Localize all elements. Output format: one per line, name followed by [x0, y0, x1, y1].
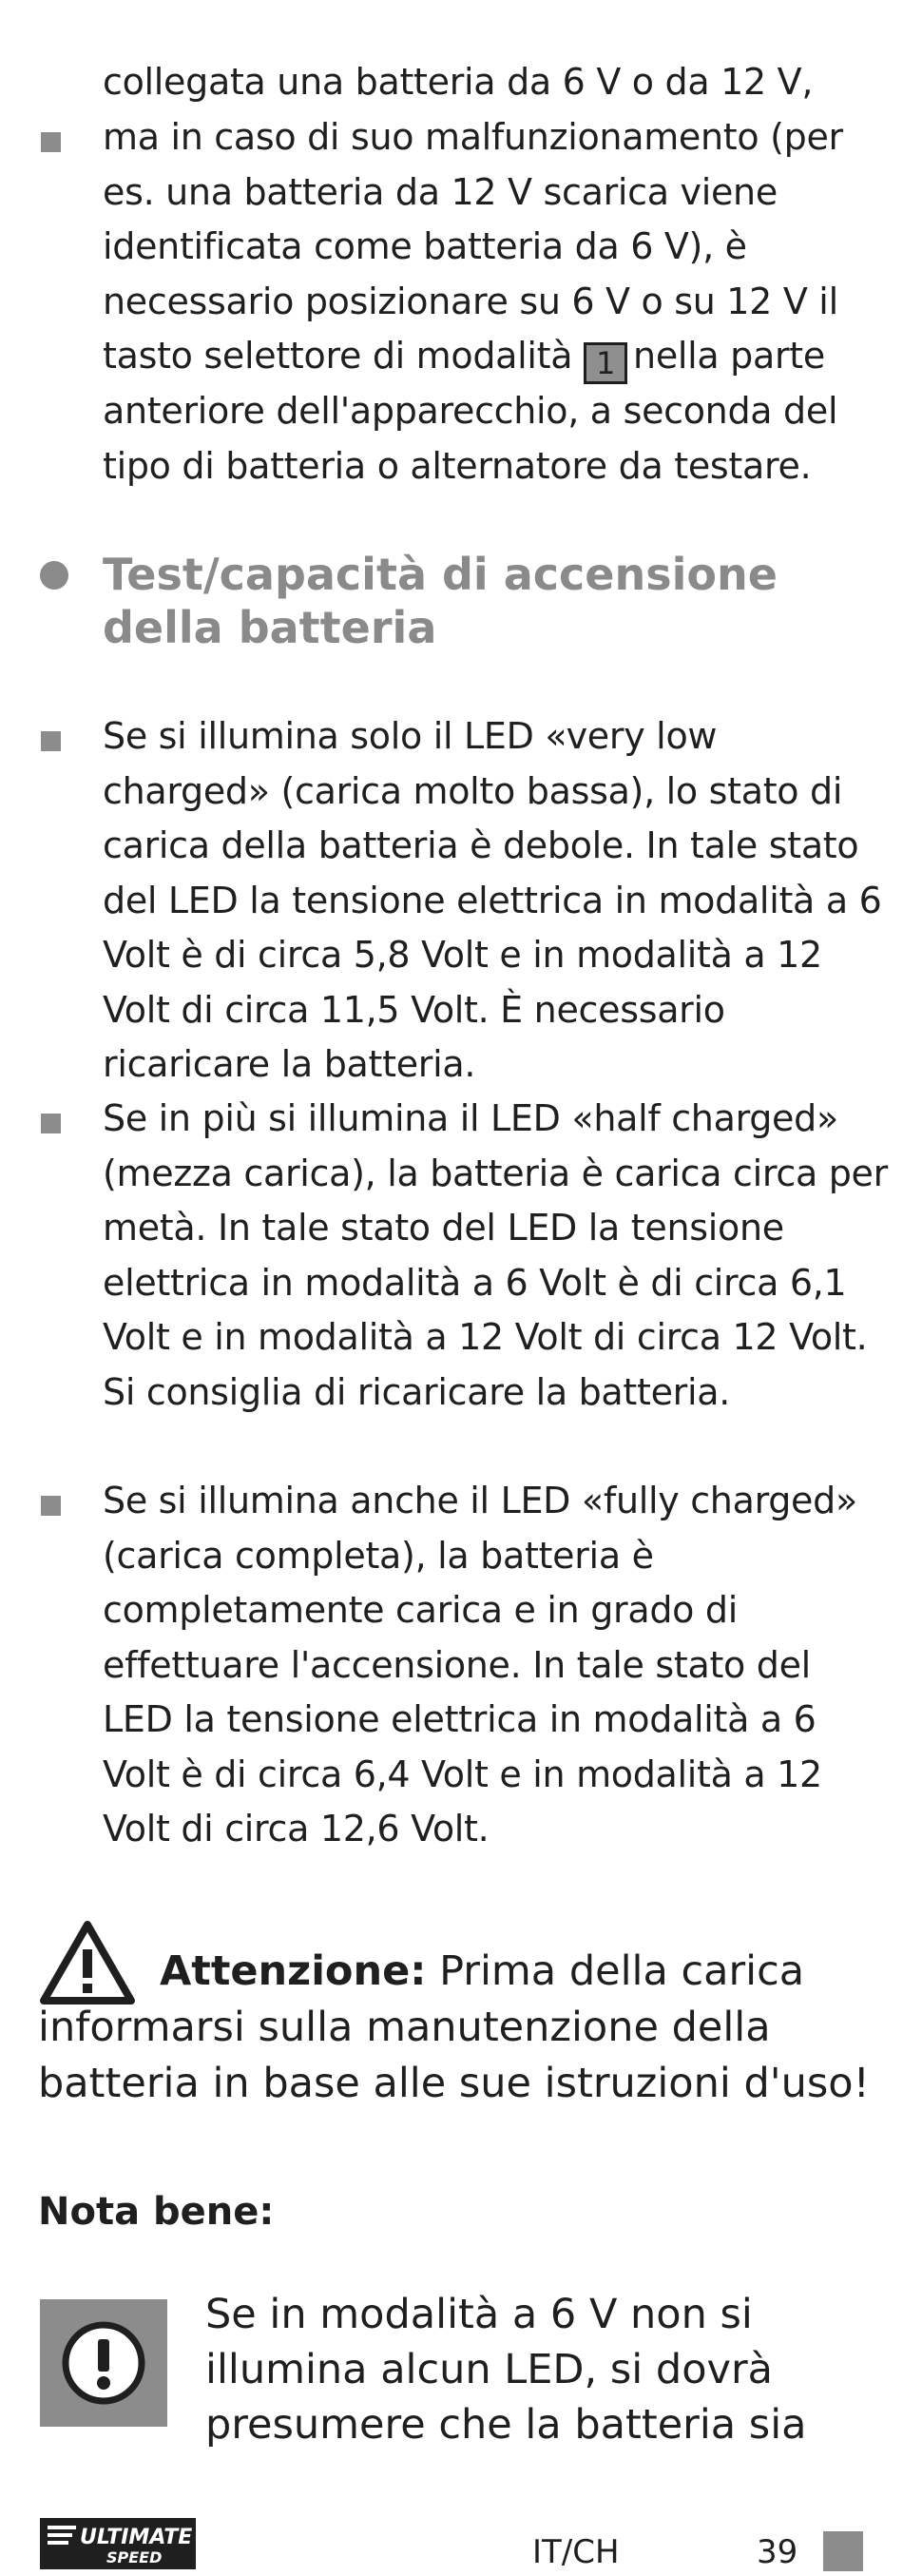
bullet-square	[41, 1496, 61, 1516]
note-text: Se in modalità a 6 V non si illumina alcun LED, si dovrà presumere che la batteria sia	[205, 2291, 807, 2449]
logo-text-line1: ULTIMATE	[80, 2526, 193, 2549]
bullet-square	[41, 1114, 61, 1133]
exclamation-circle-icon	[40, 2299, 167, 2427]
mode-selector-key: 1	[584, 342, 627, 384]
intro-text: ma in caso di suo malfunzionamento (per es. una batteria da 12 V scarica viene identificata come batteria da 6 V), è necessario posizionare su 6 V o su 12 V il tasto selettore di modalità	[103, 116, 843, 377]
warning-label: Attenzione:	[160, 1947, 427, 1995]
logo-text-line2: SPEED	[106, 2548, 163, 2566]
intro-continuation	[103, 55, 892, 110]
bullet-square	[41, 132, 61, 152]
bullet-item-fully: Se si illumina anche il LED «fully charged» (carica completa), la batteria è completamente carica e in grado di effettuare l'accensione. In tale stato del LED la tensione elettrica in modalità a 6 Volt è di circa 6,4 Volt e in modalità a 12 Volt di circa 12,6 Volt.	[103, 1480, 857, 1850]
warning-text: Prima della carica informarsi sulla manutenzione della batteria in base alle sue istruzioni d'uso!	[38, 1947, 870, 2107]
bullet-item-half: Se in più si illumina il LED «half charged» (mezza carica), la batteria è carica circa per metà. In tale stato del LED la tensione elettrica in modalità a 6 Volt è di circa 6,1 Volt e in modalità a 12 Volt di circa 12 Volt. Si consiglia di ricaricare la batteria.	[103, 1097, 888, 1413]
note-title: Nota bene:	[38, 2190, 275, 2234]
section-heading: Test/capacità di accensione della batteria	[103, 549, 778, 653]
heading-bullet-dot	[40, 561, 68, 590]
footer-square-marker	[823, 2531, 863, 2571]
intro-paragraph	[103, 110, 892, 494]
footer-country-code: IT/CH	[532, 2533, 620, 2571]
bullet-item-very-low: Se si illumina solo il LED «very low charged» (carica molto bassa), lo stato di carica della batteria è debole. In tale stato del LED la tensione elettrica in modalità a 6 Volt è di circa 5,8 Volt e in modalità a 12 Volt di circa 11,5 Volt. È necessario ricaricare la batteria.	[103, 715, 882, 1085]
footer-page-number: 39	[757, 2533, 798, 2571]
ultimate-speed-logo	[40, 2518, 196, 2569]
bullet-square	[41, 731, 61, 751]
note-icon-box	[40, 2299, 167, 2427]
warning-block	[38, 1944, 893, 2112]
intro-line: collegata una batteria da 6 V o da 12 V,	[103, 61, 814, 103]
intro-text-end: nella parte anteriore dell'apparecchio, a seconda del tipo di batteria o alternatore da testare.	[103, 335, 838, 487]
